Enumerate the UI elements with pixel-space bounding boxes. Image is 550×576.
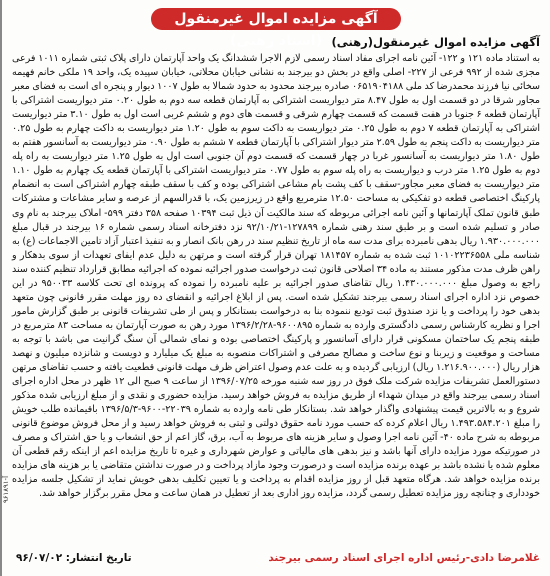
notice-body: به استناد ماده ۱۲۱ و ۱۲۲- آئین نامه اجرای مفاد اسناد رسمی لازم الاجرا ششدانگ یک واحد آپارتمان دارای پلاک ثبتی شماره ۱۰۱۱ فرعی مجزی شده از ۹۹۲ فرعی از ۲۲۷- اصلی واقع در بخش دو بیرجند به نشانی خیابان محلاتی، خیابان سپیده یک، واحد ۱۹ ملکی خانم فهیمه سخائی نیا فرزند محمدرضا کد ملی ۰۶۵۱۹۰۴۱۸۸ صادره بیرجند محدود به حدود شمالا به طول ۱۰۰۷ دیوار و پنجره ای است به فضای معبر مجاور شرقا در دو قسمت اول به طول ۸.۴۷ متر دیواریست اشتراکی به آپارتمان قطعه سه دوم به طول ۰.۲۰ متر دیواریست اشتراکی با آپارتمان قطعه ۶ جنوبا در هفت قسمت که قسمت چهارم شرقی و قسمت های دوم و ششم غربی است اول به طول ۳.۱۰ متر دیواریست اشتراکی به آپارتمان قطعه ۷ دوم به طول ۰.۲۵ متر دیواریست به داکت سوم به طول ۱.۲۰ متر دیواریست به داکت چهارم به طول ۰.۲۵ متر دیواریست به داکت پنجم به طول ۲.۵۹ متر دیوار اشتراکی با آپارتمان قطعه ۷ ششم به طول ۰.۹۰ متر دیواریست به آسانسور هفتم به طول ۱.۸۰ متر دیواریست به آسانسور غربا در چهار قسمت که قسمت دوم آن جنوبی است اول به طول ۱.۲۵ متر دیواریست به راه پله دوم به طول ۱.۲۵ متر درب و دیواریست به راه پله سوم به طول ۰.۷۷ متر دیواریست اشتراکی با آپارتمان قطعه یک چهارم به طول ۱.۱۰ متر دیواریست به فضای معبر مجاور-سقف با کف پشت بام مشاعی اشتراکی بوده و کف با سقف طبقه چهارم اشتراکی است به انضمام پارکینگ اختصاصی قطعه دو تفکیکی به مساحت ۱۲.۵۰ مترمربع واقع در زیرزمین یک، با قدرالسهم از عرصه و سایر مشاعات و مشترکات طبق قانون تملک آپارتمانها و آئین نامه اجرائی مربوطه که سند مالکیت آن ذیل ثبت ۱۰۳۹۴ صفحه ۳۵۸ دفتر ۵۹۹- املاک بیرجند به نام وی صادر و تسلیم شده است و بر طبق سند رهنی شماره ۱۲۷۸۹۹-۹۲/۱۰/۲۱ نزد دفترخانه اسناد رسمی شماره ۱۶ بیرجند در قبال مبلغ ۱.۹۳۰.۰۰۰.۰۰۰ ریال بدهی نامبرده برای مدت سه ماه از تاریخ تنظیم سند در رهن بانک انصار و به تنفیذ اعتبار آزاد تامین الاجماعات (ع) به شناسه ملی ۱۰۱۰۲۲۳۶۵۵۸ ثبت شده به شماره ۱۸۱۴۵۷ تهران قرار گرفته است و مرتهن به دلیل عدم ایفای تعهدات از سوی بدهکار و راهن ظرف مدت مذکور مستند به ماده ۳۴ اصلاحی قانون ثبت درخواست صدور اجرائیه نموده که اجرائیه مطابق قرارداد تنظیم کننده سند راجع به وصول مبلغ ۱.۴۳۰.۰۰۰.۰۰۰ ریال تقاضای صدور اجرائیه بر علیه نامبرده را نموده که پرونده ای تحت کلاسه ۹۵۰۰۳۳ در این خصوص نزد اداره اجرای اسناد رسمی بیرجند تشکیل شده است. پس از ابلاغ اجرائیه و انقضای ده روز مهلت مقرر قانونی چون متعهد بدهی خود را پرداخت و یا نزد صندوق ثبت تودیع ننموده بنا به درخواست بستانکار و پس از طی تشریفات قانونی بر طبق گزارش مامور اجرا و نظریه کارشناس رسمی دادگستری وارده به شماره ۹۶۰۰۸۹۵-۱۳۹۶/۲/۲۸ مورد رهن به صورت آپارتمان به مساحت ۸۳ مترمربع در طبقه پنجم یک ساختمان مسکونی قرار دارای آسانسور و پارکینگ اختصاصی بوده و نمای شمالی آن سنگ گرانیت می باشد با توجه به مساحت و موقعیت و زیربنا و نوع ساخت و مصالح مصرفی و اشتراکات منصوبه به مبلغ یک میلیارد و دویست و شانزده میلیون و نهصد هزار ریال (۱.۲۱۶.۹۰۰.۰۰۰ ریال) ارزیابی گردیده و به علت عدم وصول اعتراض ظرف مهلت قانونی قطعیت یافته و حسب تقاضای مرتهن دستورالعمل تشریفات مزایده شرکت ملک فوق در روز سه شنبه مورخه ۱۳۹۶/۰۷/۲۵ از ساعت ۹ صبح الی ۱۲ ظهر در محل اداره اجرای اسناد رسمی بیرجند واقع در میدان شهداء از طریق مزایده به فروش خواهد رسید. مزایده حضوری و نقدی و از مبلغ ارزیابی شده مذکور شروع و به بالاترین قیمت پیشنهادی واگذار خواهد شد. بستانکار طی نامه وارده به شماره ۲۲۰۳۹-۹۶۰۰-۱۳۹۶/۵/۳ باقیمانده طلب خویش را مبلغ ۱.۴۹۳.۵۸۴.۲۰۱ ریال اعلام کرده که حسب مورد نامه حقوق دولتی و ثبتی به فروش خواهد رسید و از محل فروش موضوع قانونی مربوطه به شرح ماده ۴۰- آئین نامه اجرا وصول و سایر هزینه های مربوط به آب، برق، گاز اعم از حق انشعاب و یا حق اشتراک و مصرف در صورتیکه مورد مزایده دارای آنها باشد و نیز بدهی های مالیاتی و عوارض شهرداری و غیره تا تاریخ مزایده اعم از اینکه رقم قطعی آن معلوم شده یا نشده باشد بر عهده برنده مزایده است و درصورت وجود مازاد پرداخت و در صورت نداشتن متقاضی یا بر هزینه های مزایده برنده مزایده خواهد شد. هرگاه متعهد قبل از روز مزایده اقدام به پرداخت و یا تعیین تکلیف بدهی خویش نماید از تشکیل جلسه مزایده خودداری و چنانچه روز مزایده تعطیل رسمی گردد، مزایده روز اداری بعد از تعطیل در همان ساعت و محل مقرر برگزار خواهد شد. (12, 53, 541, 500)
publish-date: تاریخ انتشار: ۹۶/۰۷/۰۲ (16, 552, 132, 564)
notice-title-banner: آگهی مزایده اموال غیرمنقول (اسناد رهنی) (151, 8, 401, 30)
signature: غلامرضا دادی-رئیس اداره اجرای اسناد رسمی بیرجند (268, 552, 540, 564)
side-code: آ-۹۶۱۸۹۱ (2, 476, 10, 504)
notice-footer (16, 548, 540, 568)
notice-subtitle: آگهی مزایده اموال غیرمنقول(رهنی) (331, 35, 540, 49)
